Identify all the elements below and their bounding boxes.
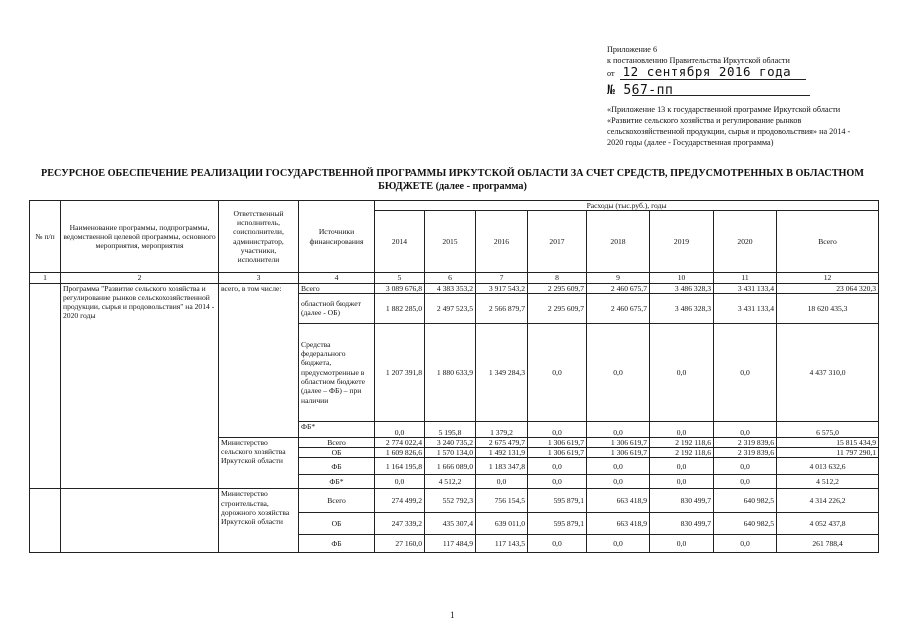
source-cell: Средства федерального бюджета, предусмотренные в областном бюджете (далее – ФБ) – при наличии — [299, 323, 375, 421]
col-number: 10 — [650, 273, 714, 283]
value-cell: 247 339,2 — [375, 513, 425, 535]
table-row — [30, 489, 879, 513]
value-cell: 830 499,7 — [650, 513, 714, 535]
column-number-row — [30, 273, 879, 283]
value-cell: 0,0 — [375, 421, 425, 437]
header-name: Наименование программы, подпрограммы, ведомственной целевой программы, основного мероприятия, мероприятия — [61, 201, 219, 273]
header-year: 2015 — [425, 211, 476, 273]
value-cell: 0,0 — [714, 475, 777, 489]
value-cell: 0,0 — [528, 421, 587, 437]
total-cell: 15 815 434,9 — [777, 437, 879, 447]
value-cell: 5 195,8 — [425, 421, 476, 437]
header-num: № п/п — [30, 201, 61, 273]
value-cell: 1 306 619,7 — [587, 448, 650, 458]
value-cell: 3 431 133,4 — [714, 283, 777, 293]
value-cell: 552 792,3 — [425, 489, 476, 513]
value-cell: 2 319 839,6 — [714, 448, 777, 458]
col-number: 1 — [30, 273, 61, 283]
executor-agriculture: Министерство сельского хозяйства Иркутской области — [219, 437, 299, 489]
value-cell: 3 486 328,3 — [650, 283, 714, 293]
appendix-title: Приложение 6 — [607, 45, 658, 54]
header-expenses: Расходы (тыс.руб.), годы — [375, 201, 879, 211]
value-cell: 0,0 — [650, 475, 714, 489]
value-cell: 756 154,5 — [476, 489, 528, 513]
value-cell: 640 982,5 — [714, 489, 777, 513]
total-cell: 11 797 290,1 — [777, 448, 879, 458]
appendix-block — [607, 44, 847, 79]
value-cell: 435 307,4 — [425, 513, 476, 535]
appendix-date-line — [607, 66, 847, 79]
total-cell: 4 013 632,6 — [777, 458, 879, 475]
col-number: 12 — [777, 273, 879, 283]
value-cell: 1 609 826,6 — [375, 448, 425, 458]
value-cell: 4 512,2 — [425, 475, 476, 489]
program-name: Программа "Развитие сельского хозяйства и регулирование рынков сельскохозяйственной продукции, сырья и продовольствия" на 2014 - 2020 годы — [61, 283, 219, 489]
value-cell: 2 295 609,7 — [528, 283, 587, 293]
col-number: 6 — [425, 273, 476, 283]
total-cell: 6 575,0 — [777, 421, 879, 437]
value-cell: 2 460 675,7 — [587, 293, 650, 323]
row-num-cell — [30, 283, 61, 489]
page-number: 1 — [450, 610, 455, 620]
value-cell: 0,0 — [587, 323, 650, 421]
value-cell: 0,0 — [476, 475, 528, 489]
value-cell: 1 666 089,0 — [425, 458, 476, 475]
value-cell: 0,0 — [714, 458, 777, 475]
header-executor: Ответственный исполнитель, соисполнители, администратор, участники, исполнители — [219, 201, 299, 273]
source-cell: Всего — [299, 283, 375, 293]
value-cell: 640 982,5 — [714, 513, 777, 535]
value-cell: 1 880 633,9 — [425, 323, 476, 421]
value-cell: 0,0 — [650, 535, 714, 553]
value-cell: 595 879,1 — [528, 513, 587, 535]
value-cell: 1 492 131,9 — [476, 448, 528, 458]
value-cell: 0,0 — [528, 458, 587, 475]
total-cell: 261 788,4 — [777, 535, 879, 553]
value-cell: 27 160,0 — [375, 535, 425, 553]
appendix-decree: к постановлению Правительства Иркутской области — [607, 56, 790, 65]
header-year: 2014 — [375, 211, 425, 273]
col-number: 9 — [587, 273, 650, 283]
value-cell: 2 675 479,7 — [476, 437, 528, 447]
col-number: 3 — [219, 273, 299, 283]
value-cell: 3 917 543,2 — [476, 283, 528, 293]
value-cell: 0,0 — [714, 421, 777, 437]
row-num-cell — [30, 489, 61, 553]
header-year: 2018 — [587, 211, 650, 273]
value-cell: 4 383 353,2 — [425, 283, 476, 293]
value-cell: 0,0 — [650, 323, 714, 421]
value-cell: 0,0 — [714, 535, 777, 553]
source-cell: ОБ — [299, 448, 375, 458]
value-cell: 0,0 — [528, 323, 587, 421]
value-cell: 0,0 — [587, 535, 650, 553]
value-cell: 117 484,9 — [425, 535, 476, 553]
value-cell: 1 349 284,3 — [476, 323, 528, 421]
value-cell: 1 207 391,8 — [375, 323, 425, 421]
value-cell: 0,0 — [528, 535, 587, 553]
header-source: Источники финансирования — [299, 201, 375, 273]
total-cell: 23 064 320,3 — [777, 283, 879, 293]
total-cell: 4 052 437,8 — [777, 513, 879, 535]
value-cell: 595 879,1 — [528, 489, 587, 513]
program-executor: всего, в том числе: — [219, 283, 299, 437]
total-cell: 18 620 435,3 — [777, 293, 879, 323]
source-cell: ОБ — [299, 513, 375, 535]
total-cell: 4 512,2 — [777, 475, 879, 489]
value-cell: 663 418,9 — [587, 513, 650, 535]
value-cell: 0,0 — [375, 475, 425, 489]
header-total: Всего — [777, 211, 879, 273]
value-cell: 0,0 — [528, 475, 587, 489]
appendix-number: 567-пп — [623, 83, 674, 98]
source-cell: ФБ — [299, 535, 375, 553]
value-cell: 1 164 195,8 — [375, 458, 425, 475]
date-underline — [620, 79, 806, 80]
appendix-from: от — [607, 69, 615, 78]
total-cell: 4 314 226,2 — [777, 489, 879, 513]
value-cell: 3 431 133,4 — [714, 293, 777, 323]
row-name-cell — [61, 489, 219, 553]
value-cell: 830 499,7 — [650, 489, 714, 513]
value-cell: 1 570 134,0 — [425, 448, 476, 458]
value-cell: 2 192 118,6 — [650, 448, 714, 458]
value-cell: 2 460 675,7 — [587, 283, 650, 293]
col-number: 2 — [61, 273, 219, 283]
number-sign: № — [607, 83, 616, 98]
table-row — [30, 283, 879, 293]
value-cell: 2 192 118,6 — [650, 437, 714, 447]
value-cell: 1 306 619,7 — [587, 437, 650, 447]
col-number: 5 — [375, 273, 425, 283]
value-cell: 2 774 022,4 — [375, 437, 425, 447]
appendix-number-line — [607, 81, 673, 99]
value-cell: 639 011,0 — [476, 513, 528, 535]
executor-construction: Министерство строительства, дорожного хозяйства Иркутской области — [219, 489, 299, 553]
value-cell: 0,0 — [587, 421, 650, 437]
value-cell: 663 418,9 — [587, 489, 650, 513]
value-cell: 0,0 — [650, 458, 714, 475]
total-cell: 4 437 310,0 — [777, 323, 879, 421]
source-cell: областной бюджет (далее - ОБ) — [299, 293, 375, 323]
value-cell: 3 089 676,8 — [375, 283, 425, 293]
header-year: 2020 — [714, 211, 777, 273]
value-cell: 0,0 — [587, 475, 650, 489]
header-year: 2017 — [528, 211, 587, 273]
col-number: 4 — [299, 273, 375, 283]
value-cell: 274 499,2 — [375, 489, 425, 513]
value-cell: 2 566 879,7 — [476, 293, 528, 323]
col-number: 8 — [528, 273, 587, 283]
appendix-date: 12 сентября 2016 года — [622, 64, 792, 79]
value-cell: 1 882 285,0 — [375, 293, 425, 323]
source-cell: ФБ* — [299, 421, 375, 437]
value-cell: 3 486 328,3 — [650, 293, 714, 323]
document-title: РЕСУРСНОЕ ОБЕСПЕЧЕНИЕ РЕАЛИЗАЦИИ ГОСУДАРСТВЕННОЙ ПРОГРАММЫ ИРКУТСКОЙ ОБЛАСТИ ЗА СЧЕТ СРЕДСТВ, ПРЕДУСМОТРЕННЫХ В ОБЛАСТНОМ БЮДЖЕТЕ (далее - программа) — [41, 168, 864, 192]
source-cell: ФБ — [299, 458, 375, 475]
col-number: 11 — [714, 273, 777, 283]
resource-table — [29, 200, 879, 553]
value-cell: 1 306 619,7 — [528, 448, 587, 458]
header-year: 2019 — [650, 211, 714, 273]
header-year: 2016 — [476, 211, 528, 273]
value-cell: 1 379,2 — [476, 421, 528, 437]
col-number: 7 — [476, 273, 528, 283]
value-cell: 1 306 619,7 — [528, 437, 587, 447]
value-cell: 0,0 — [587, 458, 650, 475]
value-cell: 0,0 — [714, 323, 777, 421]
value-cell: 3 240 735,2 — [425, 437, 476, 447]
value-cell: 117 143,5 — [476, 535, 528, 553]
source-cell: ФБ* — [299, 475, 375, 489]
value-cell: 2 295 609,7 — [528, 293, 587, 323]
value-cell: 2 497 523,5 — [425, 293, 476, 323]
source-cell: Всего — [299, 489, 375, 513]
value-cell: 1 183 347,8 — [476, 458, 528, 475]
number-underline — [632, 95, 810, 96]
value-cell: 2 319 839,6 — [714, 437, 777, 447]
program-note: «Приложение 13 к государственной программе Иркутской области «Развитие сельского хозяйства и регулирование рынков сельскохозяйственной продукции, сырья и продовольствия» на 2014 - 2020 годы (далее - Государственная программа) — [607, 105, 851, 147]
source-cell: Всего — [299, 437, 375, 447]
value-cell: 0,0 — [650, 421, 714, 437]
